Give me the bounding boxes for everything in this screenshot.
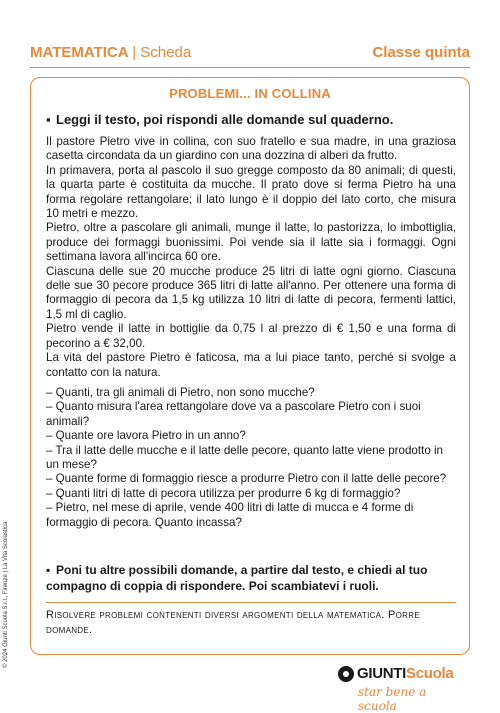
- paragraph: Ciascuna delle sue 20 mucche produce 25 litri di latte ogni giorno. Ciascuna delle sue 30 pecore produce 365 litri di latte all'anno. Per ottenere una forma di formaggio di pecora da 1,5 kg utilizza 10 litri di latte di pecora, fermenti lattici, 1,5 ml di caglio.: [46, 264, 456, 321]
- logo-wordmark: [357, 665, 453, 682]
- subject-label: [30, 44, 191, 61]
- header-divider: [30, 67, 470, 68]
- worksheet-title: PROBLEMI... IN COLLINA: [169, 86, 331, 101]
- paragraph: Pietro, oltre a pascolare gli animali, munge il latte, lo pastorizza, lo imbottiglia, produce dei formaggi buonissimi. Poi vende sia il latte sia i formaggi. Ogni settimana lavora all'incirca 60 ore.: [46, 221, 456, 264]
- learning-goals: Risolvere problemi contenenti diversi argomenti della matematica. Porre domande.: [46, 609, 420, 636]
- paragraph: La vita del pastore Pietro è faticosa, ma a lui piace tanto, perché si svolge a contatto con la natura.: [46, 351, 456, 379]
- instruction-ask-text: Poni tu altre possibili domande, a partire dal testo, e chiedi al tuo compagno di coppia di rispondere. Poi scambiatevi i ruoli.: [46, 563, 428, 593]
- bullet-icon: ▪: [46, 112, 51, 127]
- logo-brand-accent: Scuola: [406, 665, 454, 682]
- bullet-icon: ▪: [46, 563, 51, 577]
- header-separator: |: [132, 44, 137, 61]
- problem-text: [46, 135, 456, 380]
- question-item: – Quanti, tra gli animali di Pietro, non sono mucche?: [46, 386, 315, 399]
- question-list: [46, 386, 456, 530]
- instruction-read-text: Leggi il testo, poi rispondi alle domande sul quaderno.: [56, 112, 394, 127]
- question-item: – Quanti litri di latte di pecora utilizza per produrre 6 kg di formaggio?: [46, 486, 401, 500]
- logo-circle-icon: [338, 666, 354, 682]
- logo-brand-main: GIUNTI: [357, 665, 407, 682]
- paragraph: Il pastore Pietro vive in collina, con suo fratello e sua madre, in una graziosa casetta circondata da un giardino con una dozzina di alberi da frutto.: [46, 135, 456, 163]
- section-label: Scheda: [140, 44, 192, 61]
- question-item: – Quante forme di formaggio riesce a produrre Pietro con il latte delle pecore?: [46, 472, 447, 486]
- copyright-notice: © 2024 Giunti Scuola S.r.l., Firenze | La Vita Scolastica: [3, 521, 9, 668]
- goals-divider: [46, 602, 456, 603]
- logo-tagline: star bene a scuola: [358, 685, 427, 713]
- subject-name: MATEMATICA: [30, 44, 129, 61]
- question-item: – Quante ore lavora Pietro in un anno?: [46, 429, 246, 443]
- grade-label: Classe quinta: [372, 44, 470, 61]
- question-item: – Tra il latte delle mucche e il latte delle pecore, quanto latte viene prodotto in un mese?: [46, 443, 444, 472]
- paragraph: In primavera, porta al pascolo il suo gregge composto da 80 animali; di questi, la quarta parte è costituita da mucche. Il prato dove si ferma Pietro ha una forma regolare rettangolare; il lato lungo è il doppio del lato corto, che misura 10 metri e mezzo.: [46, 163, 456, 221]
- question-item: – Quanto misura l'area rettangolare dove va a pascolare Pietro con i suoi animali?: [46, 400, 421, 428]
- worksheet-card: [30, 77, 470, 655]
- publisher-logo: [338, 664, 468, 713]
- page-header: [30, 44, 470, 64]
- paragraph: Pietro vende il latte in bottiglie da 0,75 l al prezzo di € 1,50 e una forma di pecorino a € 32,00.: [46, 322, 456, 350]
- instruction-ask: [46, 562, 456, 594]
- question-item: – Pietro, nel mese di aprile, vende 400 litri di latte di mucca e 4 forme di formaggio di pecora. Quanto incassa?: [46, 501, 414, 529]
- instruction-read: [46, 112, 456, 128]
